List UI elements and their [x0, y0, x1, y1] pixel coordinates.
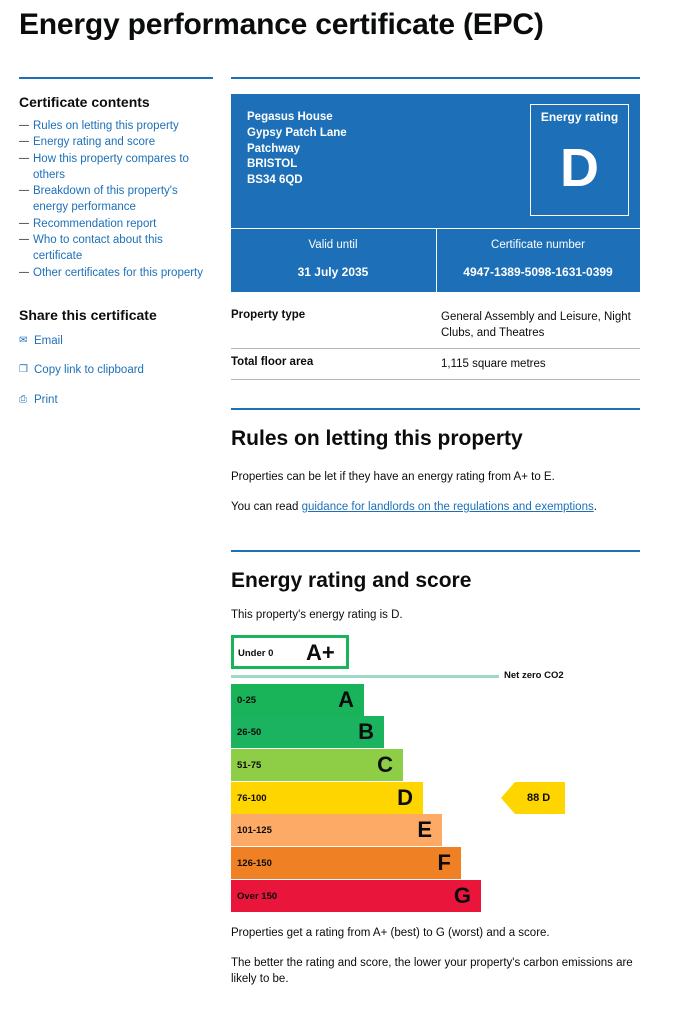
band-e — [231, 814, 442, 846]
band-range: 126-150 — [237, 858, 272, 869]
share-email-link[interactable] — [19, 335, 213, 365]
band-a — [231, 684, 364, 716]
band-range: 51-75 — [237, 760, 262, 771]
address-line: BS34 6QD — [247, 174, 303, 187]
share-print-link[interactable] — [19, 394, 213, 424]
contents-link-energy-rating[interactable]: Energy rating and score — [33, 136, 156, 149]
share-heading: Share this certificate — [19, 306, 157, 323]
address-line: Pegasus House — [247, 111, 333, 123]
share-list — [19, 335, 213, 424]
contents-item — [19, 151, 213, 184]
band-range: 26-50 — [237, 727, 262, 738]
band-g — [231, 880, 481, 912]
current-rating-text: 88 D — [527, 792, 551, 804]
band-b — [231, 716, 384, 748]
valid-until-cell — [231, 228, 435, 279]
band-letter: A+ — [306, 640, 335, 665]
detail-key: Total floor area — [231, 356, 314, 368]
contents-item — [19, 232, 213, 265]
contents-list — [19, 118, 213, 281]
energy-heading: Energy rating and score — [231, 569, 472, 592]
band-a-plus — [231, 635, 349, 669]
detail-value: General Assembly and Leisure, Night Clubs, and Theatres — [441, 311, 631, 339]
share-copy-label: Copy link to clipboard — [34, 364, 144, 377]
net-zero-label: Net zero CO2 — [504, 670, 564, 681]
certificate-number-label: Certificate number — [491, 239, 585, 251]
contents-link-breakdown[interactable]: Breakdown of this property's energy performance — [33, 185, 178, 214]
energy-rating-box — [530, 104, 629, 216]
contents-heading: Certificate contents — [19, 94, 150, 110]
contents-item — [19, 265, 213, 281]
rules-heading: Rules on letting this property — [231, 427, 523, 450]
band-range: Over 150 — [237, 891, 278, 902]
net-zero-line — [231, 675, 499, 678]
band-letter: G — [453, 883, 471, 908]
band-letter: F — [437, 850, 451, 875]
main-divider — [231, 77, 640, 79]
rules-paragraph: Properties can be let if they have an energy rating from A+ to E. — [231, 471, 555, 483]
contents-item — [19, 216, 213, 232]
section-divider — [231, 408, 640, 410]
band-d — [231, 782, 423, 814]
print-icon: ⎙ — [19, 393, 27, 405]
share-copy-link[interactable] — [19, 364, 213, 394]
energy-outro-1: Properties get a rating from A+ (best) to G (worst) and a score. — [231, 927, 550, 939]
page-title: Energy performance certificate (EPC) — [19, 8, 544, 41]
band-letter: C — [377, 752, 393, 777]
address-line: Gypsy Patch Lane — [247, 126, 347, 139]
contents-link-rules[interactable]: Rules on letting this property — [33, 120, 179, 132]
energy-rating-letter: D — [560, 138, 599, 198]
band-c — [231, 749, 403, 781]
contents-link-recommendation[interactable]: Recommendation report — [33, 217, 157, 230]
contents-link-contact[interactable]: Who to contact about this certificate — [33, 234, 163, 263]
band-f — [231, 847, 461, 879]
rules-guidance-paragraph — [231, 499, 640, 515]
detail-row — [231, 349, 640, 380]
current-rating-pointer — [501, 782, 565, 814]
contents-item — [19, 183, 213, 216]
email-icon: ✉ — [19, 334, 28, 346]
band-letter: E — [417, 817, 432, 842]
clipboard-icon: ❐ — [19, 364, 28, 376]
main-content — [231, 77, 640, 987]
certificate-summary-box — [231, 94, 640, 292]
guidance-prefix: You can read — [231, 501, 302, 513]
contents-item — [19, 134, 213, 150]
detail-key: Property type — [231, 309, 306, 321]
landlord-guidance-link[interactable]: guidance for landlords on the regulations and exemptions — [301, 501, 594, 513]
certificate-number-cell — [436, 228, 640, 279]
share-email-label: Email — [34, 334, 63, 347]
band-range: 0-25 — [237, 695, 257, 706]
band-range: Under 0 — [238, 648, 274, 659]
certificate-number-value: 4947-1389-5098-1631-0399 — [463, 265, 613, 279]
valid-until-value: 31 July 2035 — [297, 265, 369, 279]
energy-rating-label: Energy rating — [540, 110, 619, 124]
band-letter: A — [338, 687, 354, 712]
guidance-suffix: . — [593, 501, 597, 513]
share-print-label: Print — [34, 393, 58, 406]
contents-link-compare[interactable]: How this property compares to others — [33, 152, 189, 181]
property-details — [231, 302, 640, 380]
sidebar — [19, 77, 213, 423]
contents-link-other-certificates[interactable]: Other certificates for this property — [33, 266, 204, 279]
band-range: 76-100 — [237, 793, 267, 804]
energy-outro-2: The better the rating and score, the lower your property's carbon emissions are likely to be. — [231, 957, 633, 985]
address-line: BRISTOL — [247, 158, 298, 171]
energy-intro: This property's energy rating is D. — [231, 609, 403, 621]
band-letter: B — [358, 719, 374, 744]
detail-value: 1,115 square metres — [441, 358, 546, 370]
detail-row — [231, 302, 640, 349]
energy-rating-chart — [231, 635, 640, 915]
sidebar-divider — [19, 77, 213, 79]
valid-until-label: Valid until — [308, 239, 358, 251]
band-letter: D — [397, 785, 413, 810]
property-address — [247, 110, 347, 189]
address-line: Patchway — [247, 142, 301, 155]
contents-item — [19, 118, 213, 134]
section-divider — [231, 550, 640, 552]
band-range: 101-125 — [237, 825, 272, 836]
